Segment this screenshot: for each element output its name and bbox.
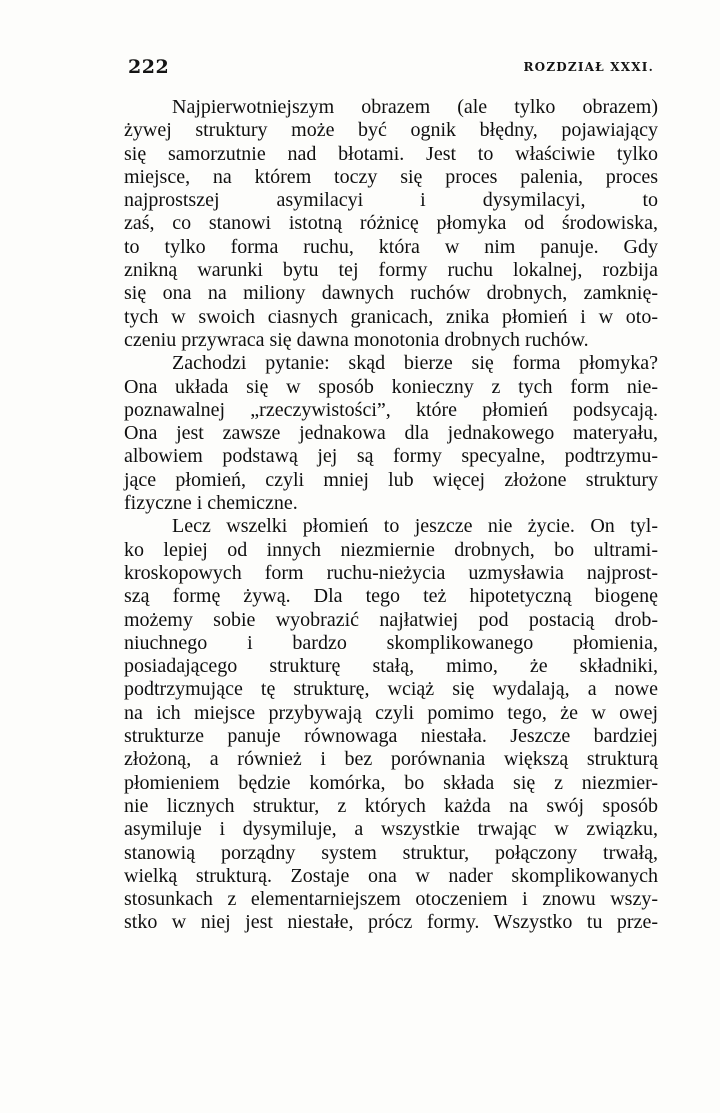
text-line: tych w swoich ciasnych granicach, znika płomień i w oto- [124, 305, 658, 328]
text-line: płomieniem będzie komórka, bo składa się z niezmier- [124, 771, 658, 794]
text-line: Zachodzi pytanie: skąd bierze się forma płomyka? [172, 352, 658, 375]
text-line: szą formę żywą. Dla tego też hipotetyczną biogenę [124, 585, 658, 608]
body-text [124, 96, 658, 935]
text-line: możemy sobie wyobrazić najłatwiej pod postacią drob- [124, 608, 658, 631]
text-line: zaś, co stanowi istotną różnicę płomyka od środowiska, [124, 212, 658, 235]
text-line: posiadającego strukturę stałą, mimo, że składniki, [124, 655, 658, 678]
text-line: asymiluje i dysymiluje, a wszystkie trwając w związku, [124, 818, 658, 841]
text-line: Ona układa się w sposób konieczny z tych form nie- [124, 375, 658, 398]
text-line: miejsce, na którem toczy się proces palenia, proces [124, 165, 658, 188]
text-line: żywej struktury może być ognik błędny, pojawiający [124, 119, 658, 142]
text-line: Ona jest zawsze jednakowa dla jednakowego materyału, [124, 422, 658, 445]
text-line: Lecz wszelki płomień to jeszcze nie życie. On tyl- [172, 515, 658, 538]
text-line: czeniu przywraca się dawna monotonia drobnych ruchów. [124, 328, 589, 351]
text-line: podtrzymujące tę strukturę, wciąż się wydalają, a nowe [124, 678, 658, 701]
text-line: nie licznych struktur, z których każda na swój sposób [124, 794, 658, 817]
text-line: fizyczne i chemiczne. [124, 492, 298, 515]
text-line: złożoną, a również i bez porównania większą strukturą [124, 748, 658, 771]
text-line: najprostszej asymilacyi i dysymilacyi, to [124, 189, 658, 212]
page-number: 222 [128, 56, 170, 78]
text-line: Najpierwotniejszym obrazem (ale tylko obrazem) [172, 96, 658, 118]
text-line: znikną warunki bytu tej formy ruchu lokalnej, rozbija [124, 259, 658, 282]
text-line: na ich miejsce przybywają czyli pomimo tego, że w owej [124, 701, 658, 724]
text-line: niuchnego i bardzo skomplikowanego płomienia, [124, 631, 658, 654]
running-header [128, 56, 654, 86]
text-line: strukturze panuje równowaga niestała. Jeszcze bardziej [124, 725, 658, 748]
text-line: stosunkach z elementarniejszem otoczeniem i znowu wszy- [124, 888, 658, 911]
text-line: to tylko forma ruchu, która w nim panuje. Gdy [124, 235, 658, 258]
text-line: się ona na miliony dawnych ruchów drobnych, zamknię- [124, 282, 658, 305]
text-line: kroskopowych form ruchu-nieżycia uzmysławia najprost- [124, 561, 658, 584]
text-line: się samorzutnie nad błotami. Jest to właściwie tylko [124, 142, 658, 165]
text-line: wielką strukturą. Zostaje ona w nader skomplikowanych [124, 864, 658, 887]
text-line: stanowią porządny system struktur, połączony trwałą, [124, 841, 658, 864]
text-line: stko w niej jest niestałe, prócz formy. Wszystko tu prze- [124, 911, 658, 934]
chapter-title: ROZDZIAŁ XXXI. [523, 60, 654, 74]
text-line: ko lepiej od innych niezmiernie drobnych, bo ultrami- [124, 538, 658, 561]
text-line: albowiem podstawą jej są formy specyalne, podtrzymu- [124, 445, 658, 468]
text-line: poznawalnej „rzeczywistości”, które płomień podsycają. [124, 398, 658, 421]
text-line: jące płomień, czyli mniej lub więcej złożone struktury [124, 468, 658, 491]
